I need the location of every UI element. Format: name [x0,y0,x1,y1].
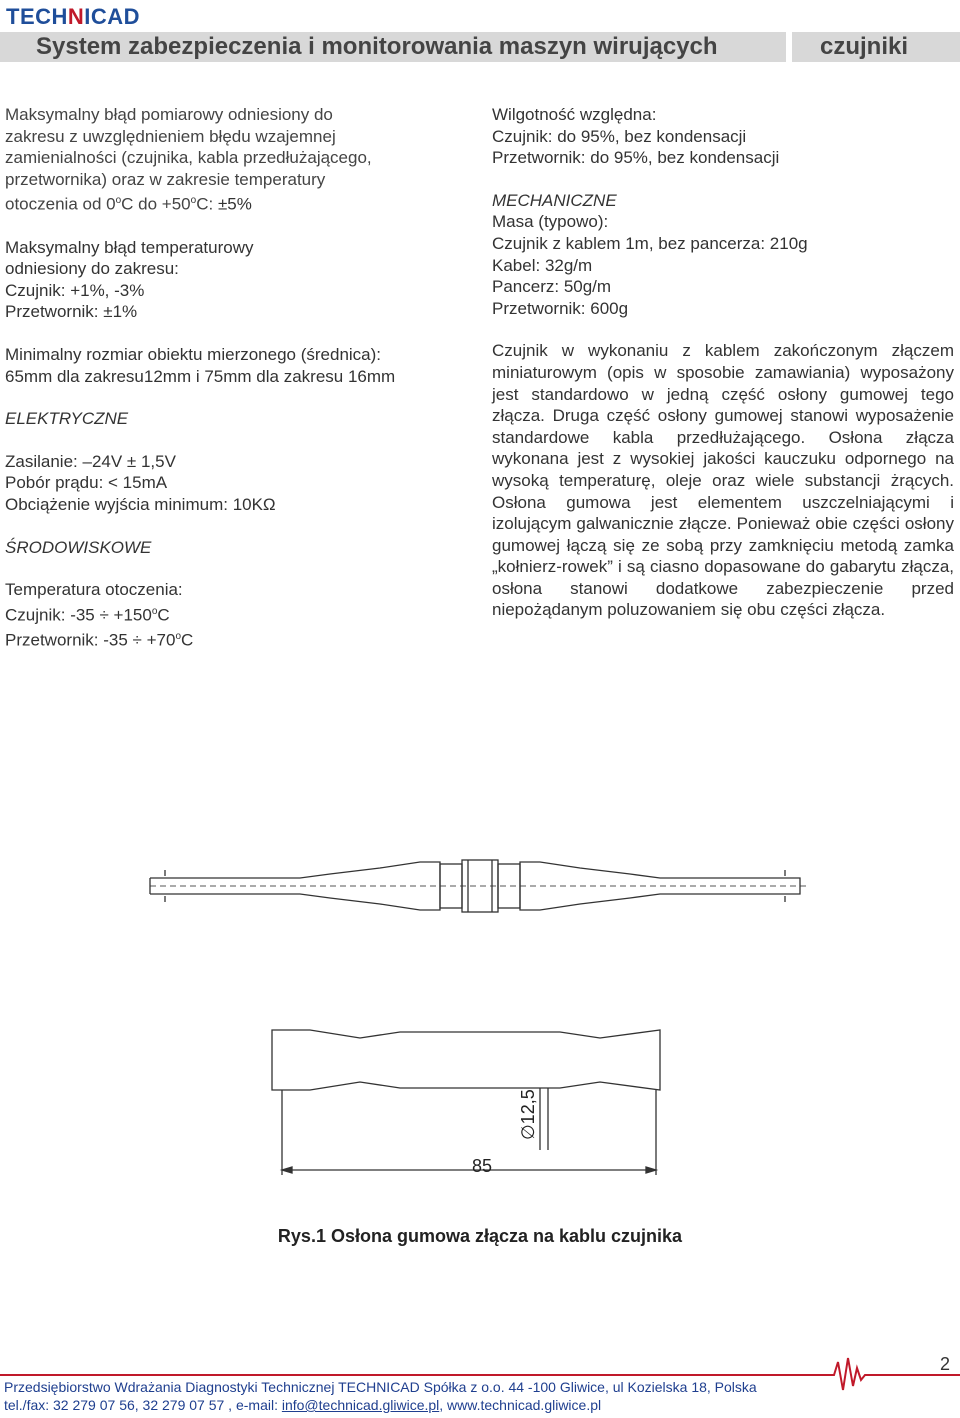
right-column [492,104,954,621]
dimension-length: 85 [472,1156,493,1176]
temperatura-przetwornik: Przetwornik: $-35 \div +70^oC$ [5,630,194,650]
accuracy-line-3: zamienialności (czujnika, kabla przedłużającego, [5,148,372,168]
accuracy-line-5: otoczenia od 0$^o$C do $+50^oC$: ±5% [5,195,252,215]
masa-kabel: Kabel: 32g/m [492,255,593,275]
obciazenie: Obciążenie wyjścia minimum: 10KΩ [5,494,276,514]
footer-contact: tel./fax: 32 279 07 56, 32 279 07 57 , e-mail: info@technicad.gliwice.pl, www.technicad.gliwice.pl [4,1397,602,1413]
footer-divider [0,1374,826,1376]
accuracy-line-2: zakresu z uwzględnieniem błędu wzajemnej [5,126,336,146]
masa-przetwornik: Przetwornik: 600g [492,298,629,318]
dimension-diameter: ∅12,5 [518,1089,538,1140]
min-size-label: Minimalny rozmiar obiektu mierzonego (średnica): [5,345,382,364]
left-column [5,104,465,651]
accuracy-line-1: Maksymalny błąd pomiarowy odniesiony do [5,105,333,124]
section-srodowiskowe: ŚRODOWISKOWE [5,537,152,557]
masa-czujnik: Czujnik z kablem 1m, bez pancerza: 210g [492,233,808,253]
temp-error-czujnik: Czujnik: +1%, -3% [5,280,145,300]
zasilanie: Zasilanie: –24V ± 1,5V [5,451,176,471]
connector-assembly-view [150,860,808,912]
figure-caption: Rys.1 Osłona gumowa złącza na kablu czujnika [277,1226,683,1246]
connector-drawing [0,840,960,1220]
signal-wave-icon [826,1356,874,1396]
footer-address: Przedsiębiorstwo Wdrażania Diagnostyki Technicznej TECHNICAD Spółka z o.o. 44 -100 Gliwice, ul Kozielska 18, Polska [4,1379,757,1395]
min-size-value: 65mm dla zakresu12mm i 75mm dla zakresu 16mm [5,366,396,386]
accuracy-line-4: przetwornika) oraz w zakresie temperatury [5,169,326,189]
wilgotnosc-label: Wilgotność względna: [492,105,657,124]
masa-pancerz: Pancerz: 50g/m [492,277,612,297]
section-mechaniczne: MECHANICZNE [492,190,617,210]
footer-text [4,1378,757,1414]
description-paragraph: Czujnik w wykonaniu z kablem zakończonym złączem miniaturowym (opis w sposobie zamawiania) wyposażony jest standardowo w jedną część osłony gumowej tego złącza. Druga część osłony gumowej stanowi wyposażenie standardowe kabla przedłużającego. Osłona złącza wykonana jest z wysokiej jakości kauczuku odpornego na wysoką temperaturę, oleje oraz wiele substancji żrących. Osłona gumowa jest elementem uszczelniającymi i izolującym galwanicznie złącze. Ponieważ obie części osłony gumowej łączą się ze sobą przy zamknięciu metodą zamka „kołnierz-rowek” i są ciasno dopasowane do gabarytu złącza, osłona stanowi dodatkowe zabezpieczenie przed niepożądanym poluzowaniem się obu części złącza. [492,341,954,620]
temp-error-przetwornik: Przetwornik: ±1% [5,302,138,322]
section-label: czujniki [820,33,909,60]
technicad-logo: TECHNICAD [6,4,141,29]
pobor-pradu: Pobór prądu: < 15mA [5,473,168,493]
temperatura-czujnik: Czujnik: $-35 \div +150^oC$ [5,605,170,625]
wilgotnosc-czujnik: Czujnik: do 95%, bez kondensacji [492,126,747,146]
wilgotnosc-przetwornik: Przetwornik: do 95%, bez kondensacji [492,148,780,168]
email-link[interactable]: info@technicad.gliwice.pl [281,1397,440,1413]
temp-error-line-2: odniesiony do zakresu: [5,259,179,279]
sleeve-outline-view [272,1030,660,1175]
temperatura-label: Temperatura otoczenia: [5,580,183,600]
temp-error-line-1: Maksymalny błąd temperaturowy [5,237,254,257]
masa-label: Masa (typowo): [492,212,609,232]
section-elektryczne: ELEKTRYCZNE [5,409,129,429]
page-number: 2 [940,1354,951,1374]
page-title: System zabezpieczenia i monitorowania maszyn wirujących [36,33,718,60]
